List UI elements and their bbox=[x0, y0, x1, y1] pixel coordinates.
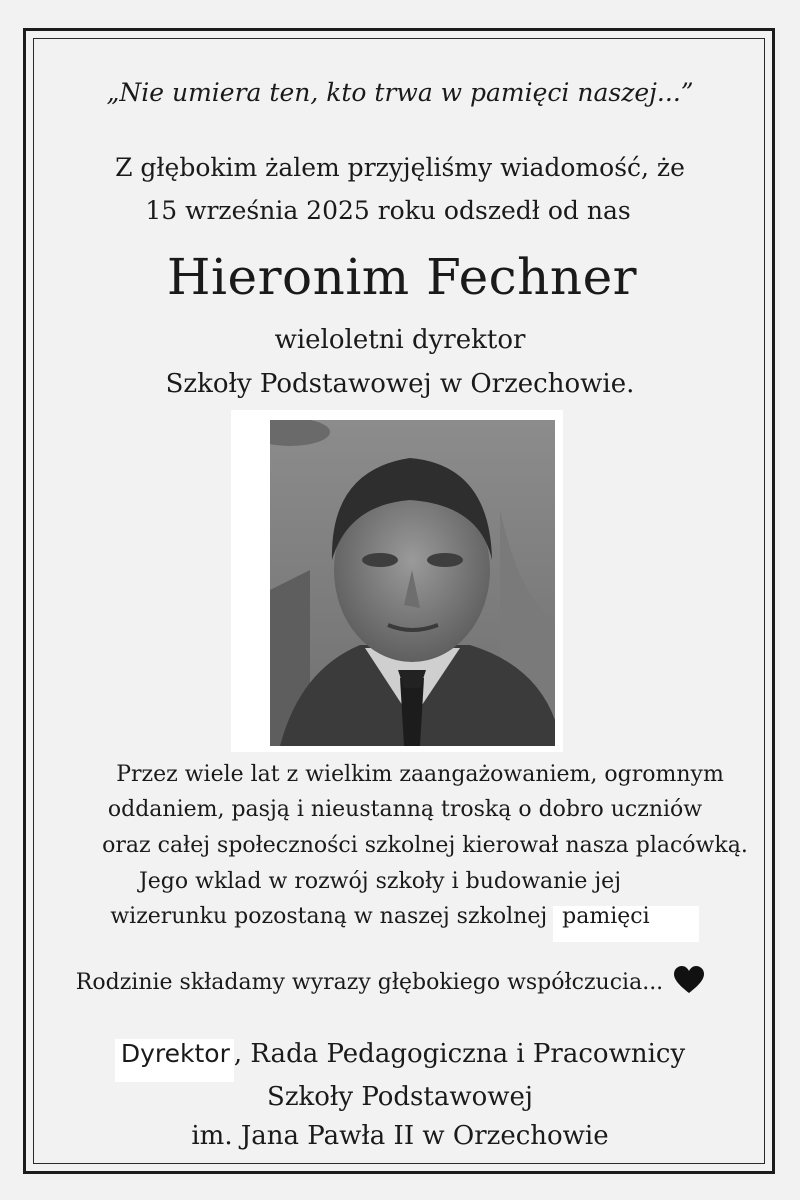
condolence-line bbox=[0, 966, 790, 1000]
body-line-5-text: wizerunku pozostaną w naszej szkolnej bbox=[110, 904, 548, 929]
body-line-1: Przez wiele lat z wielkim zaangażowaniem, ogromnym bbox=[116, 762, 724, 787]
signature-rest: , Rada Pedagogiczna i Pracownicy bbox=[233, 1039, 686, 1069]
heart-icon bbox=[674, 966, 704, 1000]
intro-line-2: 15 września 2025 roku odszedł od nas bbox=[145, 196, 631, 225]
portrait-illustration bbox=[270, 420, 555, 746]
condolence-text: Rodzinie składamy wyrazy głębokiego współczucia... bbox=[75, 970, 664, 995]
portrait-photo bbox=[270, 420, 555, 746]
signature-line-2: Szkoły Podstawowej bbox=[267, 1082, 533, 1112]
body-line-5 bbox=[0, 904, 780, 929]
epigraph-quote: „Nie umiera ten, kto trwa w pamięci naszej...” bbox=[106, 78, 694, 107]
intro-line-1: Z głębokim żalem przyjęliśmy wiadomość, że bbox=[115, 153, 685, 182]
body-line-4: Jego wklad w rozwój szkoły i budowanie jej bbox=[138, 869, 622, 894]
body-line-2: oddaniem, pasją i nieustanną troską o dobro uczniów bbox=[107, 797, 703, 822]
signature-line-3: im. Jana Pawła II w Orzechowie bbox=[191, 1121, 609, 1151]
signature-director: Dyrektor bbox=[115, 1039, 234, 1082]
body-line-3: oraz całej społeczności szkolnej kierował nasza placówką. bbox=[102, 833, 748, 858]
deceased-name: Hieronim Fechner bbox=[166, 248, 638, 306]
body-line-5-end: pamięci bbox=[562, 904, 650, 929]
role-line-1: wieloletni dyrektor bbox=[274, 325, 526, 355]
role-line-2: Szkoły Podstawowej w Orzechowie. bbox=[165, 369, 635, 399]
signature-line-1 bbox=[0, 1039, 800, 1082]
